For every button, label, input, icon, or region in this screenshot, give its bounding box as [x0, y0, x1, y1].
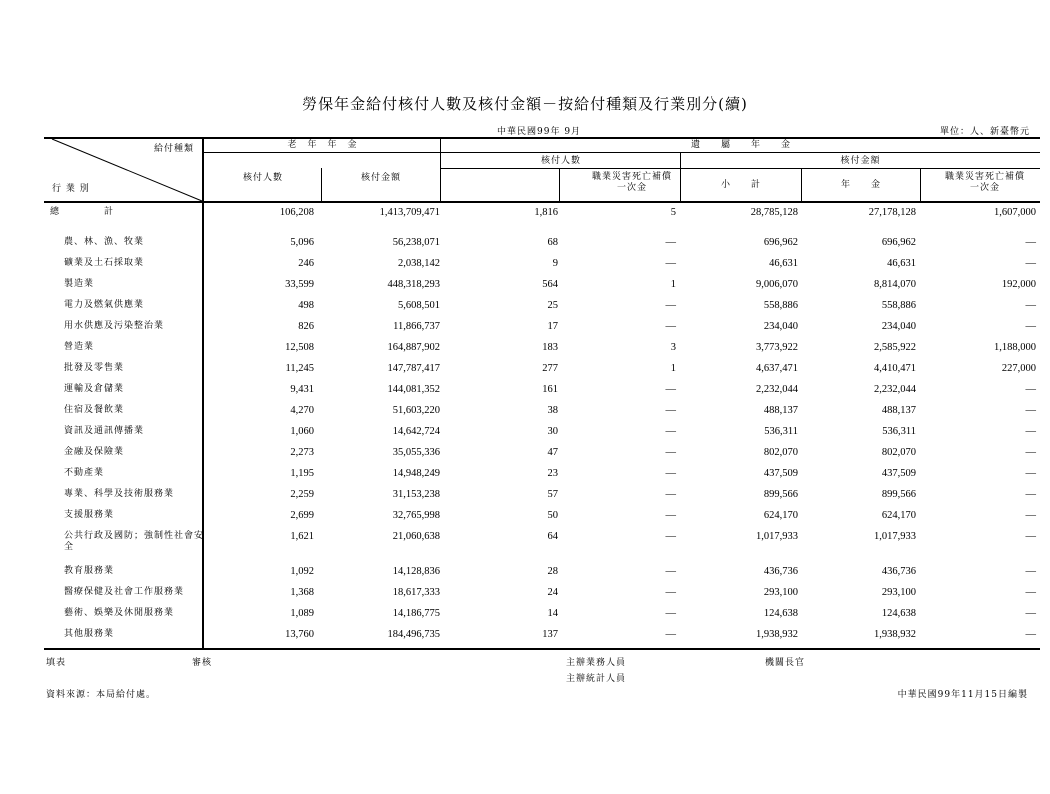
- cell-value: 31,153,238: [392, 489, 440, 500]
- cell-value: 11,866,737: [393, 321, 440, 332]
- table-row: [44, 237, 1040, 253]
- cell-value: —: [1025, 468, 1036, 479]
- cell-value: —: [665, 566, 676, 577]
- cell-value: 1,938,932: [756, 629, 798, 640]
- cell-value: —: [1025, 405, 1036, 416]
- page-title: 勞保年金給付核付人數及核付金額－按給付種類及行業別分(續): [302, 95, 748, 113]
- industry-label: 藝術、娛樂及休閒服務業: [64, 608, 175, 618]
- cell-value: 436,736: [881, 566, 916, 577]
- table-row: [44, 342, 1040, 358]
- cell-value: —: [665, 587, 676, 598]
- cell-value: 624,170: [881, 510, 916, 521]
- cell-value: 161: [542, 384, 558, 395]
- compiled-date: 中華民國99年11月15日編製: [897, 690, 1028, 700]
- footer-reviewer: 審核: [192, 658, 213, 668]
- cell-value: 436,736: [763, 566, 798, 577]
- cell-value: 11,245: [285, 363, 314, 374]
- cell-value: —: [1025, 608, 1036, 619]
- cell-value: 56,238,071: [392, 237, 440, 248]
- cell-value: 21,060,638: [392, 531, 440, 542]
- industry-label: 支援服務業: [64, 510, 115, 520]
- table-row: [44, 489, 1040, 505]
- cell-value: —: [1025, 629, 1036, 640]
- cell-value: 5,608,501: [398, 300, 440, 311]
- cell-value: —: [1025, 510, 1036, 521]
- cell-value: —: [1025, 531, 1036, 542]
- cell-value: 1: [670, 363, 676, 374]
- table-row: [44, 321, 1040, 337]
- cell-value: —: [665, 384, 676, 395]
- header-pension: 年 金: [840, 180, 881, 190]
- cell-value: 32,765,998: [392, 510, 440, 521]
- cell-value: 2,699: [290, 510, 314, 521]
- cell-value: 46,631: [887, 258, 916, 269]
- cell-value: 13,760: [285, 629, 314, 640]
- cell-value: 1,188,000: [994, 342, 1036, 353]
- header-old-amount: 核付金額: [360, 173, 401, 183]
- cell-value: 1,060: [290, 426, 314, 437]
- cell-value: 47: [547, 447, 558, 458]
- cell-value: 64: [547, 531, 558, 542]
- cell-value: 1,938,932: [874, 629, 916, 640]
- cell-value: 24: [547, 587, 558, 598]
- cell-value: 2,259: [290, 489, 314, 500]
- header-occ-death-amount: 職業災害死亡補償一次金: [944, 172, 1025, 193]
- industry-label: 總 計: [50, 207, 114, 217]
- cell-value: 488,137: [881, 405, 916, 416]
- cell-value: 826: [298, 321, 314, 332]
- cell-value: 899,566: [881, 489, 916, 500]
- cell-value: 106,208: [279, 207, 314, 218]
- cell-value: 437,509: [763, 468, 798, 479]
- cell-value: —: [1025, 258, 1036, 269]
- cell-value: 4,637,471: [756, 363, 798, 374]
- cell-value: 183: [542, 342, 558, 353]
- industry-label: 住宿及餐飲業: [64, 405, 125, 415]
- cell-value: 1,092: [290, 566, 314, 577]
- cell-value: 1,017,933: [756, 531, 798, 542]
- cell-value: —: [665, 510, 676, 521]
- cell-value: 498: [298, 300, 314, 311]
- footer-business-officer: 主辦業務人員: [566, 658, 627, 668]
- cell-value: 1,089: [290, 608, 314, 619]
- table-row: [44, 468, 1040, 484]
- cell-value: 3,773,922: [756, 342, 798, 353]
- cell-value: —: [665, 426, 676, 437]
- cell-value: 3: [670, 342, 676, 353]
- cell-value: 564: [542, 279, 558, 290]
- industry-label: 金融及保險業: [64, 447, 125, 457]
- cell-value: 51,603,220: [392, 405, 440, 416]
- header-old-persons: 核付人數: [242, 173, 283, 183]
- cell-value: 2,232,044: [874, 384, 916, 395]
- industry-label: 專業、科學及技術服務業: [64, 489, 175, 499]
- cell-value: 5: [670, 207, 676, 218]
- cell-value: 46,631: [769, 258, 798, 269]
- cell-value: 558,886: [763, 300, 798, 311]
- table-row: [44, 279, 1040, 295]
- cell-value: —: [665, 489, 676, 500]
- cell-value: —: [665, 321, 676, 332]
- cell-value: —: [665, 531, 676, 542]
- industry-label: 電力及燃氣供應業: [64, 300, 145, 310]
- cell-value: 14: [547, 608, 558, 619]
- cell-value: —: [665, 447, 676, 458]
- cell-value: 234,040: [763, 321, 798, 332]
- cell-value: —: [665, 468, 676, 479]
- footer-head: 機關長官: [765, 658, 806, 668]
- table-row: [44, 300, 1040, 316]
- cell-value: 27,178,128: [868, 207, 916, 218]
- cell-value: 35,055,336: [392, 447, 440, 458]
- industry-label: 其他服務業: [64, 629, 115, 639]
- cell-value: —: [1025, 447, 1036, 458]
- cell-value: —: [665, 237, 676, 248]
- industry-label: 運輸及倉儲業: [64, 384, 125, 394]
- cell-value: 696,962: [763, 237, 798, 248]
- cell-value: 624,170: [763, 510, 798, 521]
- cell-value: —: [665, 258, 676, 269]
- cell-value: 293,100: [763, 587, 798, 598]
- cell-value: 558,886: [881, 300, 916, 311]
- cell-value: 14,948,249: [392, 468, 440, 479]
- cell-value: 12,508: [285, 342, 314, 353]
- cell-value: 4,270: [290, 405, 314, 416]
- header-occ-death-persons: 職業災害死亡補償一次金: [591, 172, 672, 193]
- cell-value: 1: [670, 279, 676, 290]
- cell-value: 899,566: [763, 489, 798, 500]
- cell-value: 9: [552, 258, 558, 269]
- cell-value: —: [1025, 321, 1036, 332]
- cell-value: 234,040: [881, 321, 916, 332]
- cell-value: —: [1025, 587, 1036, 598]
- cell-value: —: [1025, 237, 1036, 248]
- cell-value: 23: [547, 468, 558, 479]
- cell-value: 25: [547, 300, 558, 311]
- industry-label: 資訊及通訊傳播業: [64, 426, 145, 436]
- cell-value: 227,000: [1001, 363, 1036, 374]
- data-source: 資料來源：本局給付處。: [46, 690, 157, 700]
- cell-value: 802,070: [881, 447, 916, 458]
- cell-value: —: [1025, 384, 1036, 395]
- cell-value: —: [1025, 426, 1036, 437]
- cell-value: 14,186,775: [392, 608, 440, 619]
- table-row: [44, 405, 1040, 421]
- header-survivor-persons: 核付人數: [540, 156, 581, 166]
- industry-label: 營造業: [64, 342, 95, 352]
- total-row: [44, 207, 1040, 223]
- cell-value: 2,232,044: [756, 384, 798, 395]
- table-row: [44, 258, 1040, 274]
- header-old-age-pension: 老 年 年 金: [287, 140, 358, 150]
- industry-label: 教育服務業: [64, 566, 115, 576]
- cell-value: 57: [547, 489, 558, 500]
- cell-value: 2,038,142: [398, 258, 440, 269]
- cell-value: 9,431: [290, 384, 314, 395]
- cell-value: 164,887,902: [387, 342, 440, 353]
- footer-preparer: 填表: [46, 658, 67, 668]
- table-row: [44, 531, 1040, 552]
- cell-value: 8,814,070: [874, 279, 916, 290]
- industry-label: 批發及零售業: [64, 363, 125, 373]
- cell-value: 30: [547, 426, 558, 437]
- cell-value: 192,000: [1001, 279, 1036, 290]
- cell-value: 184,496,735: [387, 629, 440, 640]
- table-row: [44, 363, 1040, 379]
- header-payment-type: 給付種類: [153, 144, 194, 154]
- cell-value: 536,311: [882, 426, 916, 437]
- cell-value: 9,006,070: [756, 279, 798, 290]
- table-row: [44, 566, 1040, 582]
- cell-value: —: [665, 405, 676, 416]
- cell-value: —: [665, 300, 676, 311]
- industry-label: 不動產業: [64, 468, 105, 478]
- cell-value: 144,081,352: [387, 384, 440, 395]
- cell-value: —: [665, 608, 676, 619]
- table-row: [44, 629, 1040, 645]
- cell-value: 2,273: [290, 447, 314, 458]
- cell-value: 1,368: [290, 587, 314, 598]
- cell-value: —: [665, 629, 676, 640]
- table-row: [44, 587, 1040, 603]
- table-row: [44, 510, 1040, 526]
- industry-label: 製造業: [64, 279, 95, 289]
- cell-value: 696,962: [881, 237, 916, 248]
- cell-value: 277: [542, 363, 558, 374]
- cell-value: 147,787,417: [387, 363, 440, 374]
- cell-value: 802,070: [763, 447, 798, 458]
- cell-value: 137: [542, 629, 558, 640]
- cell-value: 437,509: [881, 468, 916, 479]
- table-row: [44, 426, 1040, 442]
- cell-value: 1,816: [534, 207, 558, 218]
- industry-label: 醫療保健及社會工作服務業: [64, 587, 185, 597]
- cell-value: 293,100: [881, 587, 916, 598]
- industry-label: 農、林、漁、牧業: [64, 237, 145, 247]
- industry-label: 公共行政及國防；強制性社會安全: [64, 531, 205, 552]
- table-row: [44, 608, 1040, 624]
- cell-value: 18,617,333: [392, 587, 440, 598]
- table-row: [44, 384, 1040, 400]
- cell-value: 14,642,724: [392, 426, 440, 437]
- cell-value: —: [1025, 566, 1036, 577]
- cell-value: 14,128,836: [392, 566, 440, 577]
- cell-value: 68: [547, 237, 558, 248]
- cell-value: 124,638: [881, 608, 916, 619]
- cell-value: 448,318,293: [387, 279, 440, 290]
- cell-value: 50: [547, 510, 558, 521]
- cell-value: 17: [547, 321, 558, 332]
- industry-label: 礦業及土石採取業: [64, 258, 145, 268]
- header-survivor-pension: 遺 屬 年 金: [690, 140, 791, 150]
- footer-statistics-officer: 主辦統計人員: [566, 674, 627, 684]
- cell-value: 38: [547, 405, 558, 416]
- cell-value: 246: [298, 258, 314, 269]
- header-industry: 行 業 別: [52, 184, 90, 194]
- table-row: [44, 447, 1040, 463]
- cell-value: 4,410,471: [874, 363, 916, 374]
- cell-value: 536,311: [764, 426, 798, 437]
- cell-value: —: [1025, 300, 1036, 311]
- unit-note: 單位：人、新臺幣元: [939, 127, 1030, 137]
- cell-value: 2,585,922: [874, 342, 916, 353]
- cell-value: 28: [547, 566, 558, 577]
- cell-value: 1,413,709,471: [379, 207, 440, 218]
- cell-value: 1,607,000: [994, 207, 1036, 218]
- cell-value: 5,096: [290, 237, 314, 248]
- cell-value: 1,195: [290, 468, 314, 479]
- cell-value: 124,638: [763, 608, 798, 619]
- cell-value: 33,599: [285, 279, 314, 290]
- cell-value: 28,785,128: [750, 207, 798, 218]
- industry-label: 用水供應及污染整治業: [64, 321, 165, 331]
- cell-value: 488,137: [763, 405, 798, 416]
- cell-value: —: [1025, 489, 1036, 500]
- header-survivor-amount: 核付金額: [840, 156, 881, 166]
- cell-value: 1,017,933: [874, 531, 916, 542]
- cell-value: 1,621: [290, 531, 314, 542]
- report-period: 中華民國99年 9月: [497, 127, 582, 137]
- header-subtotal: 小 計: [720, 180, 761, 190]
